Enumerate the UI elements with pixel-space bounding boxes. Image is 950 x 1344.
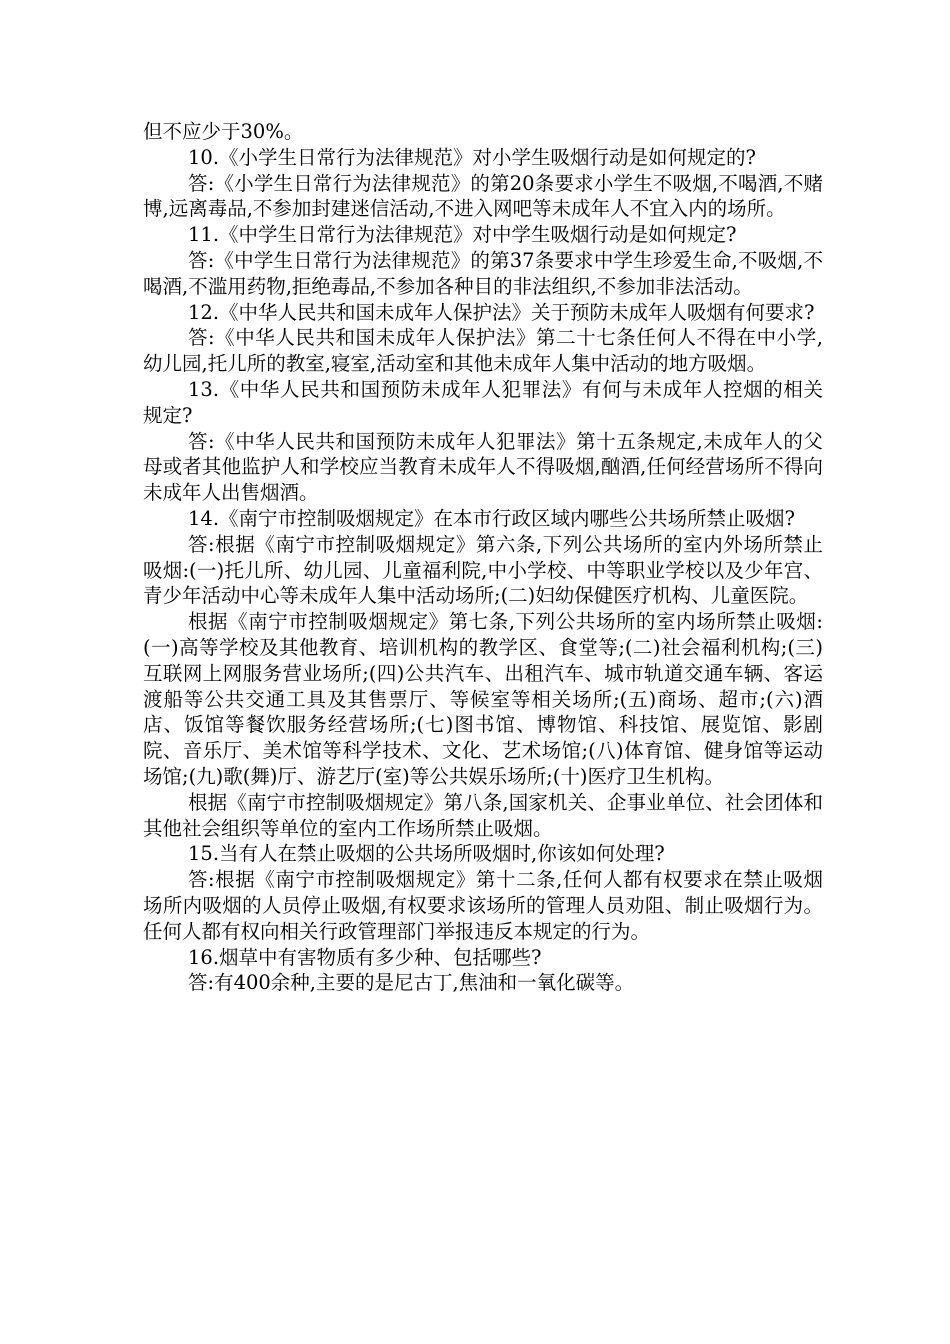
- answer-11: 答:《中学生日常行为法律规范》的第37条要求中学生珍爱生命,不吸烟,不喝酒,不滥用药物,拒绝毒品,不参加各种目的非法组织,不参加非法活动。: [143, 248, 823, 298]
- answer-14-part-1: 答:根据《南宁市控制吸烟规定》第六条,下列公共场所的室内外场所禁止吸烟:(一)托儿所、幼儿园、儿童福利院,中小学校、中等职业学校以及少年宫、青少年活动中心等未成年人集中活动场所;(二)妇幼保健医疗机构、儿童医院。: [143, 532, 823, 608]
- question-16: 16.烟草中有害物质有多少种、包括哪些?: [188, 945, 542, 969]
- question-10: 10.《小学生日常行为法律规范》对小学生吸烟行动是如何规定的?: [188, 145, 756, 169]
- paragraph-intro-continuation: 但不应少于30%。: [143, 120, 304, 143]
- answer-12: 答:《中华人民共和国未成年人保护法》第二十七条任何人不得在中小学,幼儿园,托儿所的教室,寝室,活动室和其他未成年人集中活动的地方吸烟。: [143, 326, 823, 376]
- document-body: [143, 119, 823, 996]
- question-13: 13.《中华人民共和国预防未成年人犯罪法》有何与未成年人控烟的相关规定?: [143, 377, 823, 427]
- answer-13: 答:《中华人民共和国预防未成年人犯罪法》第十五条规定,未成年人的父母或者其他监护人和学校应当教育未成年人不得吸烟,酗酒,任何经营场所不得向未成年人出售烟酒。: [143, 429, 823, 505]
- answer-10: 答:《小学生日常行为法律规范》的第20条要求小学生不吸烟,不喝酒,不赌博,远离毒品,不参加封建迷信活动,不进入网吧等未成年人不宜入内的场所。: [143, 171, 823, 221]
- question-14: 14.《南宁市控制吸烟规定》在本市行政区域内哪些公共场所禁止吸烟?: [188, 506, 795, 530]
- question-12: 12.《中华人民共和国未成年人保护法》关于预防未成年人吸烟有何要求?: [188, 300, 815, 324]
- answer-14-part-3: 根据《南宁市控制吸烟规定》第八条,国家机关、企事业单位、社会团体和其他社会组织等单位的室内工作场所禁止吸烟。: [143, 790, 823, 840]
- answer-16: 答:有400余种,主要的是尼古丁,焦油和一氧化碳等。: [188, 971, 635, 995]
- question-15: 15.当有人在禁止吸烟的公共场所吸烟时,你该如何处理?: [188, 842, 665, 866]
- answer-15: 答:根据《南宁市控制吸烟规定》第十二条,任何人都有权要求在禁止吸烟场所内吸烟的人员停止吸烟,有权要求该场所的管理人员劝阻、制止吸烟行为。任何人都有权向相关行政管理部门举报违反本规定的行为。: [143, 868, 823, 943]
- answer-14-part-2: 根据《南宁市控制吸烟规定》第七条,下列公共场所的室内场所禁止吸烟:(一)高等学校及其他教育、培训机构的教学区、食堂等;(二)社会福利机构;(三)互联网上网服务营业场所;(四)公共汽车、出租汽车、城市轨道交通车辆、客运渡船等公共交通工具及其售票厅、等候室等相关场所;(五)商场、超市;(六)酒店、饭馆等餐饮服务经营场所;(七)图书馆、博物馆、科技馆、展览馆、影剧院、音乐厅、美术馆等科学技术、文化、艺术场馆;(八)体育馆、健身馆等运动场馆;(九)歌(舞)厅、游艺厅(室)等公共娱乐场所;(十)医疗卫生机构。: [143, 610, 823, 788]
- question-11: 11.《中学生日常行为法律规范》对中学生吸烟行动是如何规定?: [188, 223, 737, 247]
